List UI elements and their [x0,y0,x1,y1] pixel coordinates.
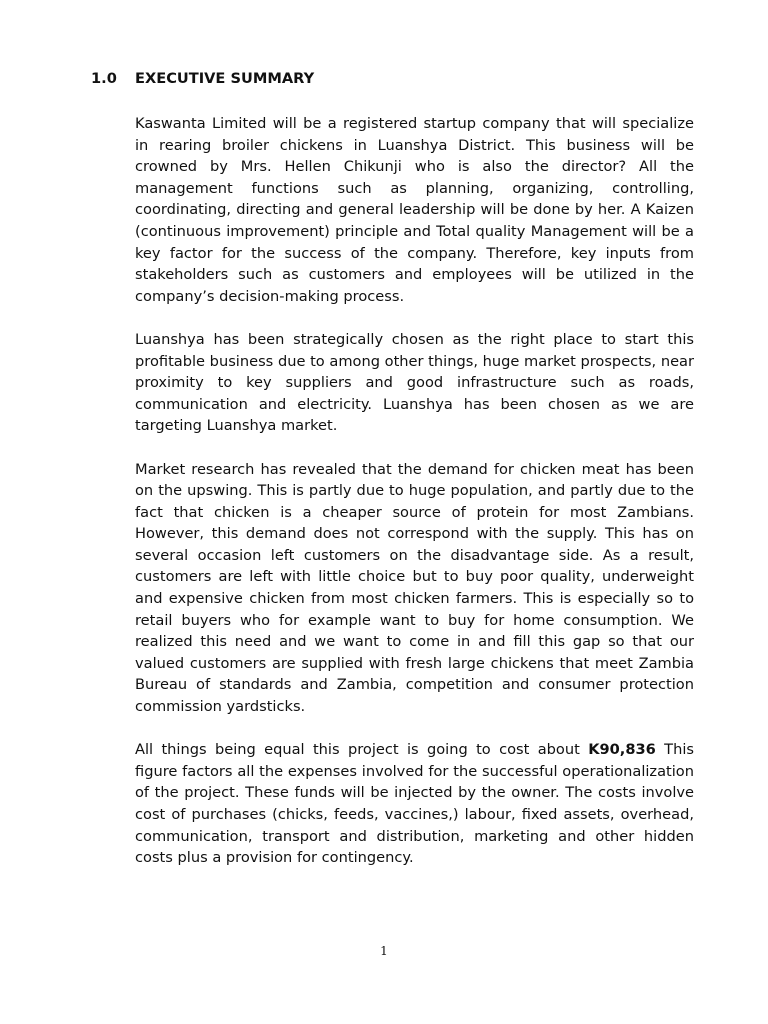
cost-text-after: This figure factors all the expenses involved for the successful operationalization of the project. These funds will be injected by the owner. The costs involve cost of purchases (chicks, feeds, vaccines,) labour, fixed assets, overhead, communication, transport and distribution, marketing and other hidden costs plus a provision for contingency. [135,741,694,867]
section-heading [91,69,314,89]
summary-body [135,113,694,890]
page-number: 1 [380,944,388,958]
paragraph-company-overview: Kaswanta Limited will be a registered startup company that will specialize in rearing broiler chickens in Luanshya District. This business will be crowned by Mrs. Hellen Chikunji who is also the director? All the management functions such as planning, organizing, controlling, coordinating, directing and general leadership will be done by her. A Kaizen (continuous improvement) principle and Total quality Management will be a key factor for the success of the company. Therefore, key inputs from stakeholders such as customers and employees will be utilized in the company’s decision-making process. [135,115,694,305]
paragraph-market-research: Market research has revealed that the demand for chicken meat has been on the upswing. This is partly due to huge population, and partly due to the fact that chicken is a cheaper source of protein for most Zambians. However, this demand does not correspond with the supply. This has on several occasion left customers on the disadvantage side. As a result, customers are left with little choice but to buy poor quality, underweight and expensive chicken from most chicken farmers. This is especially so to retail buyers who for example want to buy for home consumption. We realized this need and we want to come in and fill this gap so that our valued customers are supplied with fresh large chickens that meet Zambia Bureau of standards and Zambia, competition and consumer protection commission yardsticks. [135,460,694,716]
section-number: 1.0 [91,70,117,87]
section-title: EXECUTIVE SUMMARY [135,70,315,87]
cost-amount: K90,836 [588,741,656,759]
paragraph-project-cost [135,739,694,869]
cost-text-before: All things being equal this project is going to cost about [135,741,589,759]
paragraph-location: Luanshya has been strategically chosen as the right place to start this profitable business due to among other things, huge market prospects, near proximity to key suppliers and good infrastructure such as roads, communication and electricity. Luanshya has been chosen as we are targeting Luanshya market. [135,330,694,435]
